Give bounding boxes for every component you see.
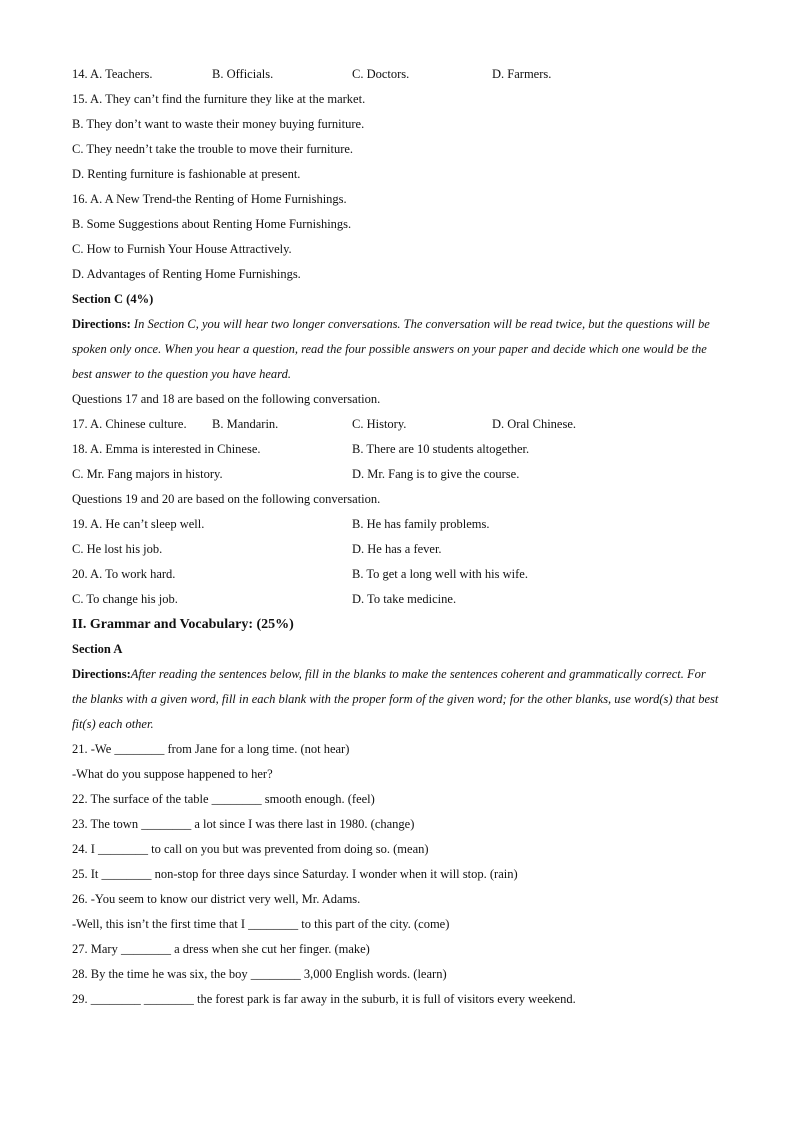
section-a-title: Section A [72,642,123,656]
question-16-option-d: D. Advantages of Renting Home Furnishings. [72,267,301,281]
option: C. Doctors. [352,67,410,81]
question-16-option-b: B. Some Suggestions about Renting Home Furnishings. [72,217,352,231]
option: 18. A. Emma is interested in Chinese. [72,442,261,456]
option: B. There are 10 students altogether. [352,442,530,456]
item-22: 22. The surface of the table ________ smooth enough. (feel) [72,792,375,806]
section-c-title: Section C (4%) [72,292,154,306]
option: B. To get a long well with his wife. [352,567,528,581]
directions-text: In Section C, you will hear two longer conversations. The conversation will be read twice, but the questions will be spoken only once. When you hear a question, read the four possible answers on your paper and decide which one would be the best answer to the question you have heard. [72,317,710,381]
question-19-row-1 [72,512,722,537]
question-18-row-2 [72,462,722,487]
option: D. Farmers. [492,67,552,81]
option: C. He lost his job. [72,542,163,556]
option: D. Oral Chinese. [492,417,577,431]
question-15-option-d: D. Renting furniture is fashionable at present. [72,167,301,181]
question-15-option-c: C. They needn’t take the trouble to move their furniture. [72,142,354,156]
questions-17-18-intro: Questions 17 and 18 are based on the following conversation. [72,392,381,406]
option: 20. A. To work hard. [72,567,176,581]
question-19-row-2 [72,537,722,562]
option: B. Mandarin. [212,417,279,431]
question-16-option-c: C. How to Furnish Your House Attractively. [72,242,292,256]
option: 14. A. Teachers. [72,67,153,81]
option: 17. A. Chinese culture. [72,417,187,431]
option: B. He has family problems. [352,517,490,531]
option: D. To take medicine. [352,592,457,606]
option: B. Officials. [212,67,274,81]
option: C. To change his job. [72,592,178,606]
question-16-option-a: 16. A. A New Trend-the Renting of Home Furnishings. [72,192,347,206]
question-20-row-2 [72,587,722,612]
option: C. Mr. Fang majors in history. [72,467,223,481]
item-25: 25. It ________ non-stop for three days since Saturday. I wonder when it will stop. (rain) [72,867,518,881]
option: 19. A. He can’t sleep well. [72,517,205,531]
item-28: 28. By the time he was six, the boy ________ 3,000 English words. (learn) [72,967,447,981]
directions-label: Directions: [72,667,131,681]
item-26-followup: -Well, this isn’t the first time that I ________ to this part of the city. (come) [72,917,450,931]
section-a-directions [72,662,722,737]
item-21-followup: -What do you suppose happened to her? [72,767,273,781]
directions-text: After reading the sentences below, fill in the blanks to make the sentences coherent and grammatically correct. For the blanks with a given word, fill in each blank with the proper form of the given word; for the other blanks, use word(s) that best fit(s) each other. [72,667,719,731]
directions-label: Directions: [72,317,131,331]
item-26: 26. -You seem to know our district very well, Mr. Adams. [72,892,361,906]
question-18-row-1 [72,437,722,462]
question-14 [72,62,722,87]
exam-page [72,62,722,1012]
item-29: 29. ________ ________ the forest park is far away in the suburb, it is full of visitors every weekend. [72,992,576,1006]
option: D. Mr. Fang is to give the course. [352,467,520,481]
item-21: 21. -We ________ from Jane for a long time. (not hear) [72,742,350,756]
part-ii-title: II. Grammar and Vocabulary: (25%) [72,617,294,632]
questions-19-20-intro: Questions 19 and 20 are based on the following conversation. [72,492,381,506]
item-23: 23. The town ________ a lot since I was there last in 1980. (change) [72,817,415,831]
item-27: 27. Mary ________ a dress when she cut her finger. (make) [72,942,370,956]
question-15-option-a: 15. A. They can’t find the furniture they like at the market. [72,92,366,106]
option: D. He has a fever. [352,542,442,556]
item-24: 24. I ________ to call on you but was prevented from doing so. (mean) [72,842,429,856]
option: C. History. [352,417,407,431]
question-20-row-1 [72,562,722,587]
question-15-option-b: B. They don’t want to waste their money buying furniture. [72,117,365,131]
question-17 [72,412,722,437]
section-c-directions [72,312,722,387]
